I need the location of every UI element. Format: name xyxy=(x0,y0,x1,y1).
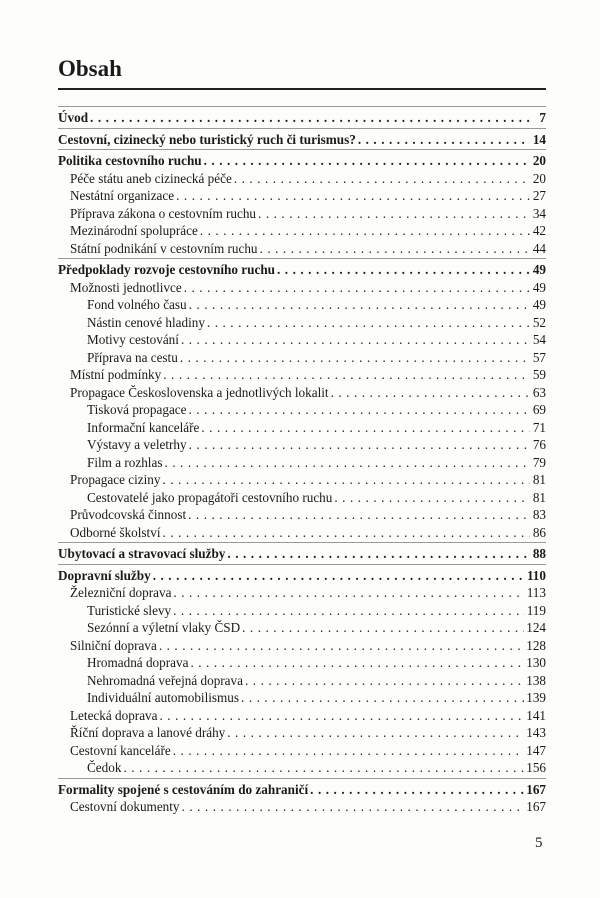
toc-entry-page: 128 xyxy=(526,637,546,653)
toc-entry xyxy=(58,654,546,672)
toc-chapter xyxy=(58,152,546,170)
dot-leader xyxy=(162,471,530,489)
toc-entry xyxy=(58,724,546,742)
toc-entry-title: Říční doprava a lanové dráhy xyxy=(70,725,226,740)
toc-entry-page: 86 xyxy=(532,524,546,540)
dot-leader xyxy=(90,109,530,127)
dot-leader xyxy=(160,707,525,725)
dot-leader xyxy=(310,781,524,799)
toc-entry-page: 119 xyxy=(526,602,546,618)
dot-leader xyxy=(242,619,524,637)
dot-leader xyxy=(182,798,525,816)
toc-entry-page: 49 xyxy=(532,262,546,277)
toc-entry-page: 79 xyxy=(532,454,546,470)
toc-entry xyxy=(58,401,546,419)
dot-leader xyxy=(227,545,530,563)
toc-entry xyxy=(58,240,546,258)
toc-entry-title: Nehromadná veřejná doprava xyxy=(87,672,243,688)
toc-entry xyxy=(58,759,546,777)
toc-entry xyxy=(58,454,546,472)
dot-leader xyxy=(245,672,524,690)
dot-leader xyxy=(201,419,530,437)
toc-entry xyxy=(58,798,546,816)
toc-entry-title: Nestátní organizace xyxy=(70,188,175,203)
dot-leader xyxy=(358,131,530,149)
toc-chapter xyxy=(58,131,546,149)
toc-section xyxy=(58,542,546,564)
dot-leader xyxy=(334,489,530,507)
toc-entry-page: 54 xyxy=(532,332,546,347)
dot-leader xyxy=(164,454,530,472)
toc-entry xyxy=(58,331,546,349)
dot-leader xyxy=(188,506,530,524)
toc-entry-page: 167 xyxy=(526,781,546,797)
dot-leader xyxy=(200,222,530,240)
toc-entry-page: 156 xyxy=(526,760,546,775)
toc-entry-title: Turistické slevy xyxy=(87,602,172,618)
title-rule xyxy=(58,88,546,90)
toc-entry-page: 71 xyxy=(532,419,546,435)
toc-entry xyxy=(58,637,546,655)
toc-entry xyxy=(58,602,546,620)
toc-entry-title: Letecká doprava xyxy=(70,707,158,723)
toc-entry-page: 167 xyxy=(526,799,546,814)
toc-section xyxy=(58,149,546,258)
toc-entry-title: Předpoklady rozvoje cestovního ruchu xyxy=(58,262,275,277)
toc-section xyxy=(58,106,546,128)
toc-entry-title: Propagace ciziny xyxy=(70,472,161,487)
toc-entry xyxy=(58,279,546,297)
toc-entry xyxy=(58,506,546,524)
toc-entry-title: Cestovní, cizinecký nebo turistický ruch či turismus? xyxy=(58,131,356,147)
toc-entry-page: 143 xyxy=(526,725,546,740)
table-of-contents xyxy=(58,106,546,817)
dot-leader xyxy=(241,689,524,707)
toc-entry-title: Cestovní kanceláře xyxy=(70,742,171,758)
dot-leader xyxy=(331,384,530,402)
dot-leader xyxy=(189,296,530,314)
toc-entry-page: 69 xyxy=(532,402,546,417)
toc-entry-page: 49 xyxy=(532,279,546,295)
toc-entry-page: 110 xyxy=(526,567,546,583)
toc-entry xyxy=(58,384,546,402)
toc-section xyxy=(58,778,546,817)
toc-entry-page: 139 xyxy=(526,690,546,705)
toc-entry xyxy=(58,205,546,223)
toc-section xyxy=(58,564,546,778)
toc-entry xyxy=(58,689,546,707)
toc-entry-page: 88 xyxy=(532,546,546,561)
toc-entry-title: Možnosti jednotlivce xyxy=(70,279,182,295)
toc-entry-page: 63 xyxy=(532,384,546,400)
toc-entry xyxy=(58,314,546,332)
toc-entry-title: Film a rozhlas xyxy=(87,454,163,470)
dot-leader xyxy=(176,187,530,205)
toc-entry-page: 138 xyxy=(526,672,546,688)
toc-chapter xyxy=(58,261,546,279)
page-number: 5 xyxy=(535,835,543,851)
toc-entry xyxy=(58,584,546,602)
toc-entry-page: 141 xyxy=(526,707,546,723)
toc-entry-title: Tisková propagace xyxy=(87,402,187,417)
toc-entry xyxy=(58,349,546,367)
dot-leader xyxy=(260,240,530,258)
toc-entry-title: Hromadná doprava xyxy=(87,655,189,670)
dot-leader xyxy=(204,152,530,170)
toc-entry-page: 81 xyxy=(532,489,546,505)
toc-entry xyxy=(58,471,546,489)
toc-entry-title: Průvodcovská činnost xyxy=(70,507,187,522)
toc-entry-page: 59 xyxy=(532,367,546,382)
toc-section xyxy=(58,258,546,542)
toc-entry-page: 113 xyxy=(526,585,546,600)
toc-entry-title: Propagace Československa a jednotlivých lokalit xyxy=(70,384,329,400)
dot-leader xyxy=(153,567,525,585)
dot-leader xyxy=(123,759,524,777)
toc-entry xyxy=(58,366,546,384)
toc-entry-page: 14 xyxy=(532,131,546,147)
dot-leader xyxy=(189,436,530,454)
dot-leader xyxy=(207,314,530,332)
dot-leader xyxy=(173,584,524,602)
toc-entry-title: Fond volného času xyxy=(87,297,187,312)
dot-leader xyxy=(189,401,531,419)
toc-section xyxy=(58,128,546,150)
toc-entry-page: 42 xyxy=(532,223,546,238)
toc-chapter xyxy=(58,567,546,585)
toc-entry xyxy=(58,187,546,205)
toc-entry-title: Individuální automobilismus xyxy=(87,690,240,705)
toc-entry-page: 147 xyxy=(526,742,546,758)
toc-entry xyxy=(58,742,546,760)
toc-entry-title: Mezinárodní spolupráce xyxy=(70,223,198,238)
toc-entry-page: 34 xyxy=(532,205,546,221)
toc-entry xyxy=(58,672,546,690)
toc-entry-title: Cestovní dokumenty xyxy=(70,799,180,814)
toc-entry-page: 20 xyxy=(532,153,546,168)
toc-entry-title: Sezónní a výletní vlaky ČSD xyxy=(87,620,241,635)
toc-entry-title: Příprava zákona o cestovním ruchu xyxy=(70,205,257,221)
toc-entry xyxy=(58,222,546,240)
toc-entry xyxy=(58,619,546,637)
toc-entry-title: Železniční doprava xyxy=(70,585,172,600)
toc-entry xyxy=(58,489,546,507)
dot-leader xyxy=(173,742,525,760)
toc-entry-page: 57 xyxy=(532,349,546,365)
toc-entry-title: Cestovatelé jako propagátoři cestovního ruchu xyxy=(87,489,333,505)
toc-entry-page: 20 xyxy=(532,170,546,186)
toc-entry-page: 7 xyxy=(539,110,546,125)
dot-leader xyxy=(227,724,524,742)
dot-leader xyxy=(163,366,530,384)
toc-entry-title: Informační kanceláře xyxy=(87,419,200,435)
dot-leader xyxy=(173,602,525,620)
toc-entry-page: 130 xyxy=(526,655,546,670)
toc-entry xyxy=(58,707,546,725)
toc-entry-page: 81 xyxy=(532,472,546,487)
toc-entry-title: Silniční doprava xyxy=(70,637,157,653)
toc-entry xyxy=(58,524,546,542)
toc-entry xyxy=(58,170,546,188)
dot-leader xyxy=(159,637,524,655)
page-title: Obsah xyxy=(58,56,122,81)
toc-entry-title: Formality spojené s cestováním do zahraničí xyxy=(58,781,309,797)
toc-entry-page: 52 xyxy=(532,314,546,330)
toc-entry-title: Péče státu aneb cizinecká péče xyxy=(70,170,232,186)
toc-entry-title: Úvod xyxy=(58,110,89,125)
toc-entry-page: 44 xyxy=(532,240,546,256)
dot-leader xyxy=(162,524,530,542)
toc-entry-page: 27 xyxy=(532,188,546,203)
dot-leader xyxy=(184,279,530,297)
toc-entry-title: Politika cestovního ruchu xyxy=(58,153,202,168)
dot-leader xyxy=(258,205,530,223)
toc-entry-title: Státní podnikání v cestovním ruchu xyxy=(70,240,258,256)
toc-entry-title: Příprava na cestu xyxy=(87,349,178,365)
toc-entry-title: Výstavy a veletrhy xyxy=(87,437,187,452)
toc-entry xyxy=(58,436,546,454)
dot-leader xyxy=(181,331,530,349)
toc-entry-title: Nástin cenové hladiny xyxy=(87,314,205,330)
toc-chapter xyxy=(58,781,546,799)
dot-leader xyxy=(180,349,530,367)
toc-entry xyxy=(58,419,546,437)
toc-chapter xyxy=(58,109,546,127)
dot-leader xyxy=(190,654,524,672)
toc-entry-title: Místní podmínky xyxy=(70,367,162,382)
toc-entry-page: 124 xyxy=(526,620,546,635)
toc-entry-title: Čedok xyxy=(87,760,122,775)
dot-leader xyxy=(234,170,530,188)
toc-entry-title: Dopravní služby xyxy=(58,567,151,583)
toc-entry-page: 83 xyxy=(532,507,546,522)
toc-entry-title: Odborné školství xyxy=(70,524,161,540)
toc-entry-title: Motivy cestování xyxy=(87,332,179,347)
dot-leader xyxy=(277,261,530,279)
toc-entry-title: Ubytovací a stravovací služby xyxy=(58,546,226,561)
toc-chapter xyxy=(58,545,546,563)
toc-entry-page: 49 xyxy=(532,297,546,312)
toc-entry xyxy=(58,296,546,314)
toc-entry-page: 76 xyxy=(532,437,546,452)
